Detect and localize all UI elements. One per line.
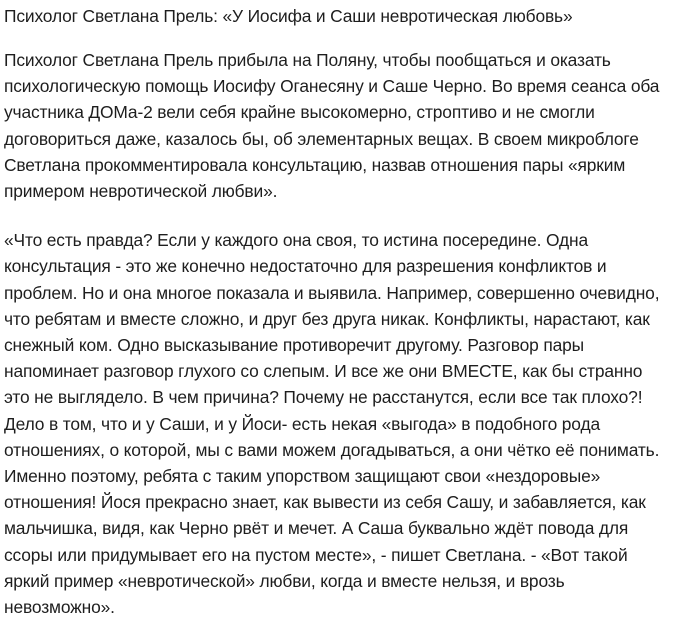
paragraph-line: консультация - это же конечно недостаточно для разрешения конфликтов и xyxy=(4,256,607,277)
article-paragraph-1 xyxy=(4,47,699,204)
paragraph-line: психологическую помощь Иосифу Оганесяну и Саше Черно. Во время сеанса оба xyxy=(4,76,660,97)
paragraph-line: что ребятам и вместе сложно, и друг без друга никак. Конфликты, нарастают, как xyxy=(4,308,650,329)
paragraph-line: участника ДОМа-2 вели себя крайне высокомерно, строптиво и не смогли xyxy=(4,102,595,123)
paragraph-line: примером невротической любви». xyxy=(4,181,278,202)
paragraph-line: снежный ком. Одно высказывание противоречит другому. Разговор пары xyxy=(4,335,584,356)
article-paragraph-2 xyxy=(4,227,699,620)
paragraph-line: Дело в том, что и у Саши, и у Йоси- есть некая «выгода» в подобного рода xyxy=(4,413,600,434)
paragraph-line: Именно поэтому, ребята с таким упорством защищают свои «нездоровые» xyxy=(4,466,601,487)
paragraph-line: яркий пример «невротической» любви, когда и вместе нельзя, и врозь xyxy=(4,570,565,591)
paragraph-line: договориться даже, казалось бы, об элементарных вещах. В своем микроблоге xyxy=(4,128,639,149)
paragraph-line: невозможно». xyxy=(4,597,115,618)
paragraph-line: отношения! Йося прекрасно знает, как вывести из себя Сашу, и забавляется, как xyxy=(4,492,646,513)
paragraph-line: Светлана прокомментировала консультацию, назвав отношения пары «ярким xyxy=(4,154,626,175)
paragraph-line: «Что есть правда? Если у каждого она своя, то истина посередине. Одна xyxy=(4,230,588,251)
paragraph-line: мальчишка, видя, как Черно рвёт и мечет. А Саша буквально ждёт повода для xyxy=(4,518,629,539)
paragraph-line: напоминает разговор глухого со слепым. И все же они ВМЕСТЕ, как бы странно xyxy=(4,361,643,382)
article-title: Психолог Светлана Прель: «У Иосифа и Саши невротическая любовь» xyxy=(4,6,573,26)
paragraph-line: отношениях, о которой, мы с вами можем догадываться, а они чётко её понимать. xyxy=(4,439,660,460)
paragraph-line: это не выглядело. В чем причина? Почему не расстанутся, если все так плохо?! xyxy=(4,387,643,408)
paragraph-line: ссоры или придумывает его на пустом месте», - пишет Светлана. - «Вот такой xyxy=(4,544,628,565)
paragraph-line: Психолог Светлана Прель прибыла на Поляну, чтобы пообщаться и оказать xyxy=(4,50,611,70)
paragraph-line: проблем. Но и она многое показала и выявила. Например, совершенно очевидно, xyxy=(4,282,660,303)
